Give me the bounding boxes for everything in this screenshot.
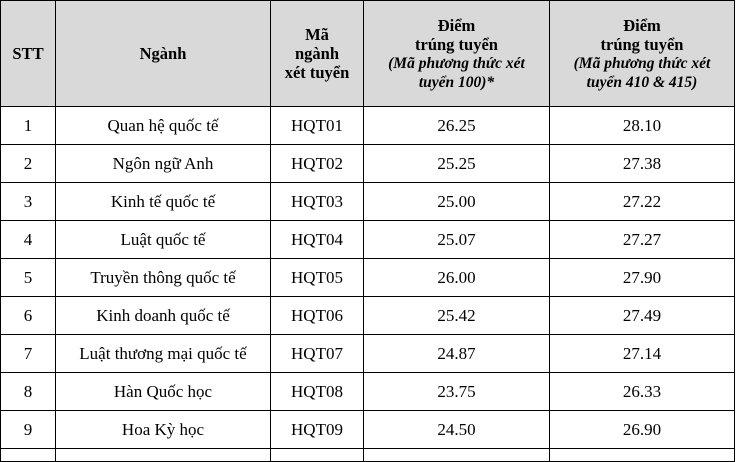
cell-nganh: Hàn Quốc học <box>56 373 271 411</box>
cell-ma: HQT08 <box>271 373 364 411</box>
cell-stt: 3 <box>1 183 56 221</box>
cell-stt: 8 <box>1 373 56 411</box>
cell-diem-100: 25.00 <box>364 183 550 221</box>
cell-nganh: Ngôn ngữ Anh <box>56 145 271 183</box>
table-row <box>1 411 735 449</box>
table-row <box>1 259 735 297</box>
header-diem-100: Điểm trúng tuyển (Mã phương thức xét tuyển 100)* <box>364 1 550 107</box>
cell-nganh: Hoa Kỳ học <box>56 411 271 449</box>
cell-stt: 7 <box>1 335 56 373</box>
cell-stt: 5 <box>1 259 56 297</box>
cell-diem-410: 26.33 <box>550 373 735 411</box>
header-row <box>1 1 735 107</box>
cell-ma: HQT02 <box>271 145 364 183</box>
table-row <box>1 221 735 259</box>
cell-diem-410: 27.14 <box>550 335 735 373</box>
cell-stt: 6 <box>1 297 56 335</box>
cell-ma: HQT06 <box>271 297 364 335</box>
cell-nganh: Luật thương mại quốc tế <box>56 335 271 373</box>
cell-stt: 9 <box>1 411 56 449</box>
cell-diem-100: 26.00 <box>364 259 550 297</box>
table-row <box>1 335 735 373</box>
cell-ma: HQT07 <box>271 335 364 373</box>
cell-diem-100: 26.25 <box>364 107 550 145</box>
table-row <box>1 373 735 411</box>
cell-diem-100: 24.50 <box>364 411 550 449</box>
cell-diem-100: 23.75 <box>364 373 550 411</box>
cell-diem-410: 27.38 <box>550 145 735 183</box>
cell-stt: 4 <box>1 221 56 259</box>
cell-nganh: Luật quốc tế <box>56 221 271 259</box>
cell-ma: HQT09 <box>271 411 364 449</box>
table-row <box>1 183 735 221</box>
cell-nganh: Kinh doanh quốc tế <box>56 297 271 335</box>
cell-ma: HQT03 <box>271 183 364 221</box>
table-row <box>1 145 735 183</box>
cell-diem-410: 27.27 <box>550 221 735 259</box>
cell-diem-410: 27.22 <box>550 183 735 221</box>
cell-diem-100: 25.25 <box>364 145 550 183</box>
header-nganh: Ngành <box>56 1 271 107</box>
table-row <box>1 107 735 145</box>
cell-diem-410: 26.90 <box>550 411 735 449</box>
cell-diem-100: 25.42 <box>364 297 550 335</box>
header-stt: STT <box>1 1 56 107</box>
cell-ma: HQT01 <box>271 107 364 145</box>
header-diem-410-415: Điểm trúng tuyển (Mã phương thức xét tuyển 410 & 415) <box>550 1 735 107</box>
cell-diem-410: 27.49 <box>550 297 735 335</box>
cell-nganh: Kinh tế quốc tế <box>56 183 271 221</box>
cell-stt: 1 <box>1 107 56 145</box>
cell-diem-410: 27.90 <box>550 259 735 297</box>
cell-diem-100: 24.87 <box>364 335 550 373</box>
cell-nganh: Quan hệ quốc tế <box>56 107 271 145</box>
cell-diem-410: 28.10 <box>550 107 735 145</box>
table-row <box>1 297 735 335</box>
cell-nganh: Truyền thông quốc tế <box>56 259 271 297</box>
cell-stt: 2 <box>1 145 56 183</box>
cell-diem-100: 25.07 <box>364 221 550 259</box>
header-ma-nganh: Mã ngành xét tuyển <box>271 1 364 107</box>
cell-ma: HQT05 <box>271 259 364 297</box>
cell-ma: HQT04 <box>271 221 364 259</box>
